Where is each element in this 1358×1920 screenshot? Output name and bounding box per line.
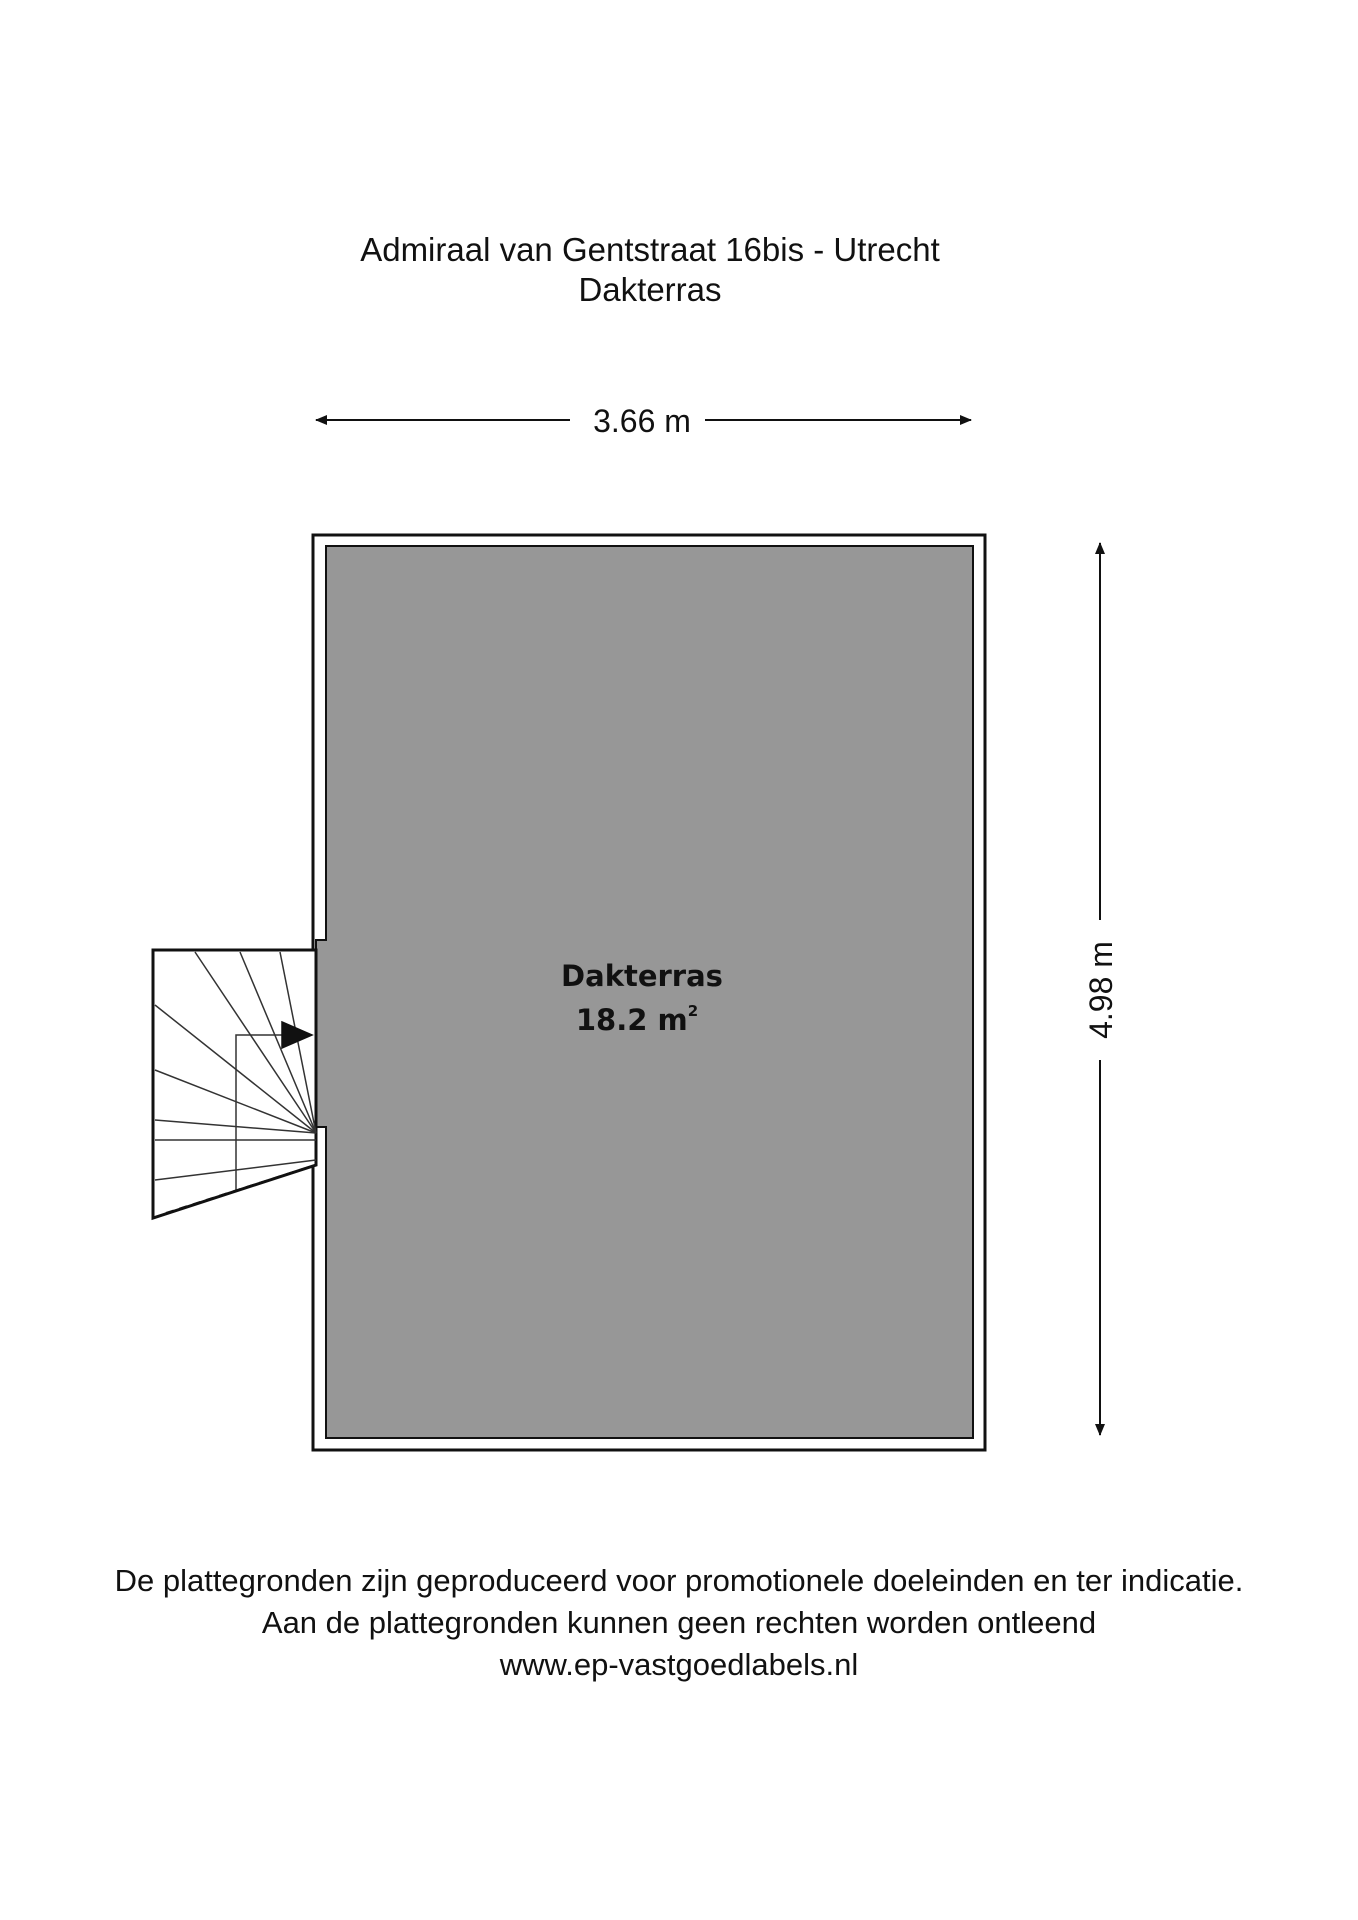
staircase (153, 950, 316, 1218)
width-dimension (316, 403, 971, 439)
disclaimer-line-1: De plattegronden zijn geproduceerd voor promotionele doeleinden en ter indicatie. (114, 1563, 1244, 1598)
width-dimension-label: 3.66 m (593, 403, 691, 439)
website-link[interactable]: www.ep-vastgoedlabels.nl (499, 1647, 859, 1682)
height-dimension (1083, 543, 1119, 1435)
disclaimer-line-2: Aan de plattegronden kunnen geen rechten worden ontleend (261, 1605, 1097, 1640)
room-area-value: 18.2 m (575, 1003, 688, 1037)
plan-address-title: Admiraal van Gentstraat 16bis - Utrecht (360, 231, 940, 268)
height-dimension-label: 4.98 m (1083, 941, 1119, 1039)
room-name-label: Dakterras (561, 959, 723, 993)
room-area-superscript: 2 (687, 1002, 699, 1020)
plan-floor-title: Dakterras (578, 271, 722, 308)
room-area-label (576, 1002, 698, 1037)
